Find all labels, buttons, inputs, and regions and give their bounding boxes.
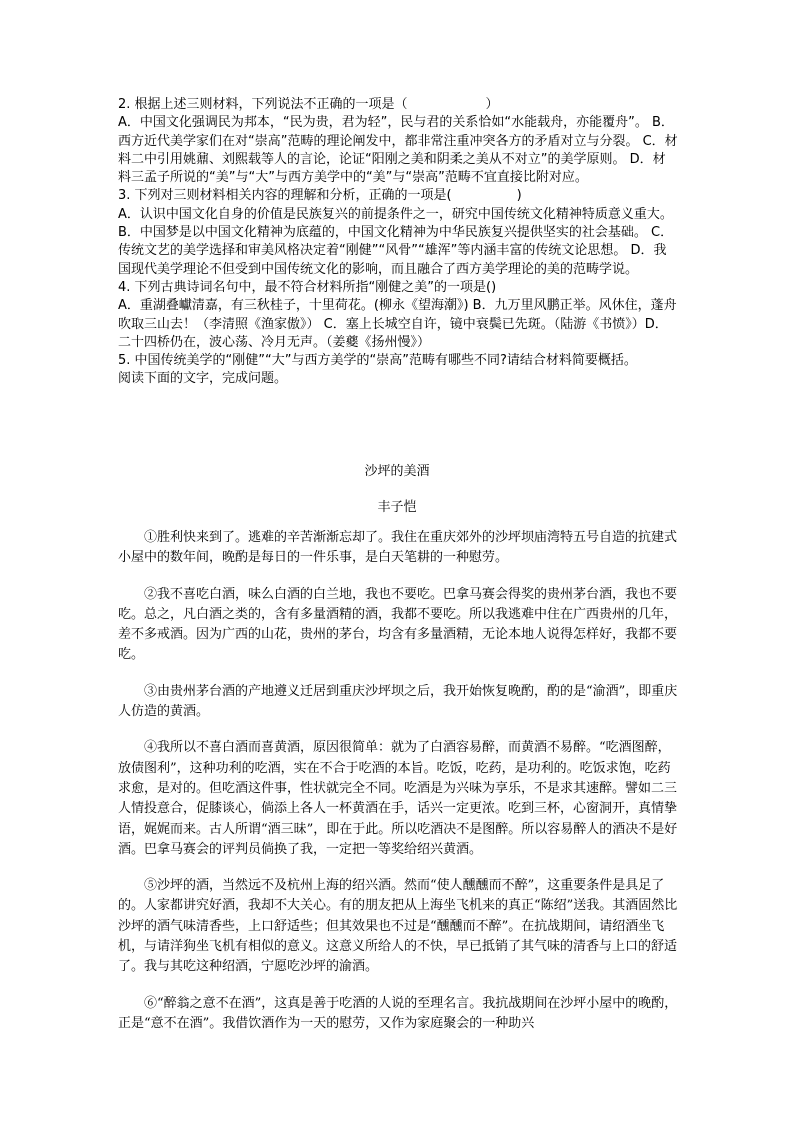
- article-author: 丰子恺: [377, 500, 417, 515]
- question-5: 5. 中国传统美学的“刚健”“大”与西方美学的“崇高”范畴有哪些不同?请结合材料简要概括。: [118, 353, 637, 369]
- article-body: [118, 528, 678, 1050]
- article-paragraph: ①胜利快来到了。逃难的辛苦渐渐忘却了。我住在重庆郊外的沙坪坝庙湾特五号自造的抗建式小屋中的数年间，晚酌是每日的一件乐事，是白天笔耕的一种慰劳。: [118, 530, 678, 566]
- question-3: 3. 下列对三则材料相关内容的理解和分析，正确的一项是( ): [118, 188, 522, 204]
- questions-block: [118, 96, 678, 389]
- question-2-options: A．中国文化强调民为邦本，“民为贵，君为轻”，民与君的关系恰如“水能载舟，亦能覆舟”。 B．西方近代美学家们在对“崇高”范畴的理论阐发中，都非常注重冲突各方的矛盾对立与分裂。 C．材料二中引用姚鼐、刘熙载等人的言论，论证“阳刚之美和阴柔之美从不对立”的美学原则。 D．材料三孟子所说的“美”与“大”与西方美学中的“美”与“崇高”范畴不宜直接比附对应。: [118, 115, 678, 186]
- question-4: 4. 下列古典诗词名句中，最不符合材料所指“刚健之美”的一项是(): [118, 279, 497, 295]
- question-2: 2. 根据上述三则材料，下列说法不正确的一项是（ ）: [118, 97, 499, 112]
- article-paragraph: ②我不喜吃白酒，味么白酒的白兰地，我也不要吃。巴拿马赛会得奖的贵州茅台酒，我也不要吃。总之，凡白酒之类的，含有多量酒精的酒，我都不要吃。所以我逃难中住在广西贵州的几年，差不多戒酒。因为广西的山花，贵州的茅台，均含有多量酒精，无论本地人说得怎样好，我都不要吃。: [118, 586, 678, 663]
- question-4-options: A．重湖叠巘清嘉，有三秋桂子，十里荷花。(柳永《望海潮》) B．九万里风鹏正举。风休住，蓬舟吹取三山去！（李清照《渔家傲》） C．塞上长城空自许，镜中衰鬓已先斑。（陆游《书愤》）D．二十四桥仍在，波心荡、冷月无声。（姜夔《扬州慢》）: [118, 298, 677, 350]
- reading-instruction: 阅读下面的文字，完成问题。: [118, 371, 288, 387]
- article-paragraph: ③由贵州茅台酒的产地遵义迁居到重庆沙坪坝之后，我开始恢复晚酌，酌的是“渝酒”，即重庆人仿造的黄酒。: [118, 683, 678, 720]
- question-3-options: A．认识中国文化自身的价值是民族复兴的前提条件之一，研究中国传统文化精神特质意义重大。 B．中国梦是以中国文化精神为底蕴的，中国文化精神为中华民族复兴提供坚实的社会基础。 C．传统文艺的美学选择和审美风格决定着“刚健”“风骨”“雄浑”等内涵丰富的传统文论思想。 D．我国现代美学理论不但受到中国传统文化的影响，而且融合了西方美学理论的美的范畴学说。: [118, 206, 674, 277]
- article-paragraph: ④我所以不喜白酒而喜黄酒，原因很简单：就为了白酒容易醉，而黄酒不易醉。“吃酒图醉，放债图利”，这种功利的吃酒，实在不合于吃酒的本旨。吃饭，吃药，是功利的。吃饭求饱，吃药求愈，是对的。但吃酒这件事，性状就完全不同。吃酒是为兴味为享乐，不是求其速醉。譬如二三人情投意合，促膝谈心，倘添上各人一杯黄酒在手，话兴一定更浓。吃到三杯，心窗洞开，真情挚语，娓娓而来。古人所谓“酒三昧”，即在于此。所以吃酒决不是图醉。所以容易醉人的酒决不是好酒。巴拿马赛会的评判员倘换了我，一定把一等奖给绍兴黄酒。: [118, 740, 678, 857]
- article-paragraph: ⑥“醉翁之意不在酒”，这真是善于吃酒的人说的至理名言。我抗战期间在沙坪小屋中的晚酌，正是“意不在酒”。我借饮酒作为一天的慰劳，又作为家庭聚会的一种助兴: [118, 995, 678, 1031]
- article-title: 沙坪的美酒: [364, 464, 430, 479]
- article-paragraph: ⑤沙坪的酒，当然远不及杭州上海的绍兴酒。然而“使人醺醺而不醉”，这重要条件是具足了的。人家都讲究好酒，我却不大关心。有的朋友把从上海坐飞机来的真正“陈绍”送我。其酒固然比沙坪的酒气味清香些，上口舒适些；但其效果也不过是“醺醺而不醉”。在抗战期间，请绍酒坐飞机，与请洋狗坐飞机有相似的意义。这意义所给人的不快，早已抵销了其气味的清香与上口的舒适了。我与其吃这种绍酒，宁愿吃沙坪的渝酒。: [118, 878, 678, 975]
